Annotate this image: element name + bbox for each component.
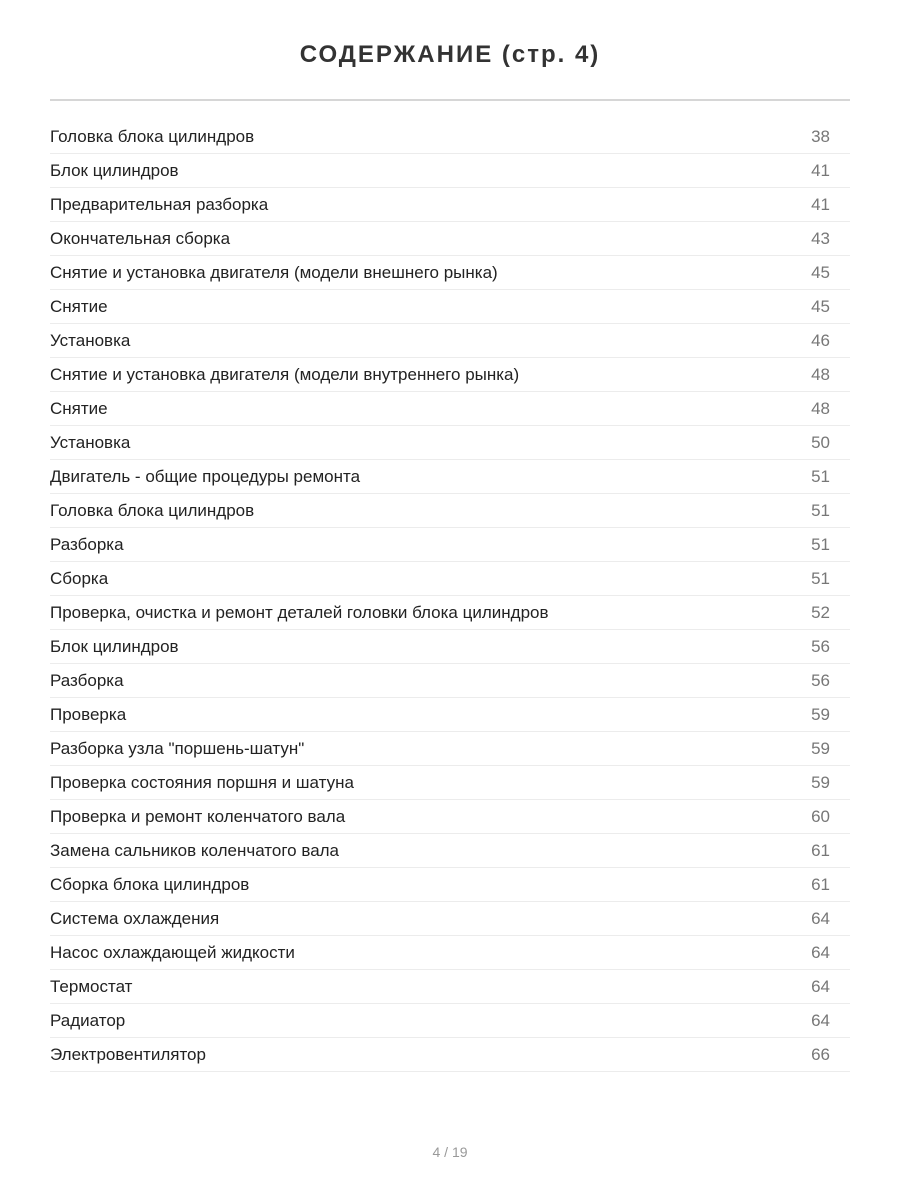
toc-entry-page: 64 (811, 976, 830, 996)
toc-entry-page: 48 (811, 398, 830, 418)
toc-entry[interactable] (50, 1038, 850, 1072)
toc-entry[interactable] (50, 902, 850, 936)
toc-entry-page: 51 (811, 534, 830, 554)
toc-entry-title: Проверка, очистка и ремонт деталей головки блока цилиндров (50, 602, 549, 622)
toc-entry-title: Замена сальников коленчатого вала (50, 840, 340, 860)
toc-entry[interactable] (50, 1004, 850, 1038)
toc-entry[interactable] (50, 460, 850, 494)
toc-entry[interactable] (50, 120, 850, 154)
toc-entry-page: 45 (811, 296, 830, 316)
toc-entry[interactable] (50, 426, 850, 460)
toc-entry-title: Головка блока цилиндров (50, 500, 255, 520)
toc-entry[interactable] (50, 256, 850, 290)
toc-entry[interactable] (50, 630, 850, 664)
toc-entry-page: 61 (811, 874, 830, 894)
toc-entry-page: 52 (811, 602, 830, 622)
toc-entry-page: 59 (811, 738, 830, 758)
toc-entry-title: Сборка блока цилиндров (50, 874, 250, 894)
toc-entry-title: Головка блока цилиндров (50, 126, 255, 146)
toc-entry-page: 56 (811, 670, 830, 690)
toc-entry-title: Блок цилиндров (50, 636, 179, 656)
toc-entry-title: Установка (50, 330, 131, 350)
toc-entry-page: 66 (811, 1044, 830, 1064)
toc-entry[interactable] (50, 664, 850, 698)
toc-entry-page: 64 (811, 1010, 830, 1030)
toc-entry[interactable] (50, 970, 850, 1004)
toc-entry[interactable] (50, 528, 850, 562)
toc-entry-title: Разборка узла "поршень-шатун" (50, 738, 305, 758)
toc-entry-page: 61 (811, 840, 830, 860)
toc-entry-page: 56 (811, 636, 830, 656)
toc-entry-page: 59 (811, 772, 830, 792)
toc-entry-page: 59 (811, 704, 830, 724)
toc-entry-page: 51 (811, 500, 830, 520)
toc-entry-page: 60 (811, 806, 830, 826)
title-divider (50, 99, 850, 101)
toc-entry[interactable] (50, 392, 850, 426)
toc-entry[interactable] (50, 868, 850, 902)
page-title: СОДЕРЖАНИЕ (стр. 4) (299, 41, 601, 68)
toc-entry-title: Окончательная сборка (50, 228, 231, 248)
page-indicator: 4 / 19 (432, 1144, 468, 1160)
toc-entry-page: 64 (811, 942, 830, 962)
toc-entry-page: 50 (811, 432, 830, 452)
toc-entry[interactable] (50, 698, 850, 732)
toc-entry-page: 45 (811, 262, 830, 282)
toc-entry[interactable] (50, 562, 850, 596)
table-of-contents (50, 120, 850, 1072)
toc-entry-title: Предварительная разборка (50, 194, 269, 214)
toc-entry-title: Насос охлаждающей жидкости (50, 942, 295, 962)
toc-entry[interactable] (50, 290, 850, 324)
toc-entry-title: Блок цилиндров (50, 160, 179, 180)
toc-entry-title: Проверка состояния поршня и шатуна (50, 772, 354, 792)
toc-entry-title: Разборка (50, 670, 124, 690)
toc-entry-title: Электровентилятор (50, 1044, 206, 1064)
toc-entry-page: 51 (811, 568, 830, 588)
toc-entry-title: Снятие (50, 398, 108, 418)
toc-entry[interactable] (50, 732, 850, 766)
toc-entry[interactable] (50, 494, 850, 528)
toc-entry[interactable] (50, 766, 850, 800)
toc-entry-page: 64 (811, 908, 830, 928)
toc-entry-title: Двигатель - общие процедуры ремонта (50, 466, 361, 486)
toc-entry-title: Снятие (50, 296, 108, 316)
toc-entry-page: 41 (811, 160, 830, 180)
toc-entry-title: Снятие и установка двигателя (модели внешнего рынка) (50, 262, 498, 282)
toc-entry[interactable] (50, 324, 850, 358)
toc-entry-title: Радиатор (50, 1010, 126, 1030)
toc-entry-title: Установка (50, 432, 131, 452)
toc-entry-title: Проверка (50, 704, 127, 724)
toc-entry-page: 48 (811, 364, 830, 384)
toc-entry-page: 43 (811, 228, 830, 248)
toc-entry-title: Снятие и установка двигателя (модели внутреннего рынка) (50, 364, 520, 384)
toc-entry[interactable] (50, 936, 850, 970)
toc-entry-page: 41 (811, 194, 830, 214)
toc-entry-title: Термостат (50, 976, 133, 996)
toc-entry-title: Сборка (50, 568, 109, 588)
toc-entry-page: 51 (811, 466, 830, 486)
toc-entry-page: 38 (811, 126, 830, 146)
toc-entry[interactable] (50, 358, 850, 392)
toc-entry[interactable] (50, 800, 850, 834)
toc-entry[interactable] (50, 188, 850, 222)
toc-entry-title: Проверка и ремонт коленчатого вала (50, 806, 346, 826)
toc-entry[interactable] (50, 222, 850, 256)
toc-entry-title: Разборка (50, 534, 124, 554)
toc-entry-page: 46 (811, 330, 830, 350)
toc-entry[interactable] (50, 596, 850, 630)
toc-entry[interactable] (50, 834, 850, 868)
toc-entry[interactable] (50, 154, 850, 188)
toc-entry-title: Система охлаждения (50, 908, 220, 928)
